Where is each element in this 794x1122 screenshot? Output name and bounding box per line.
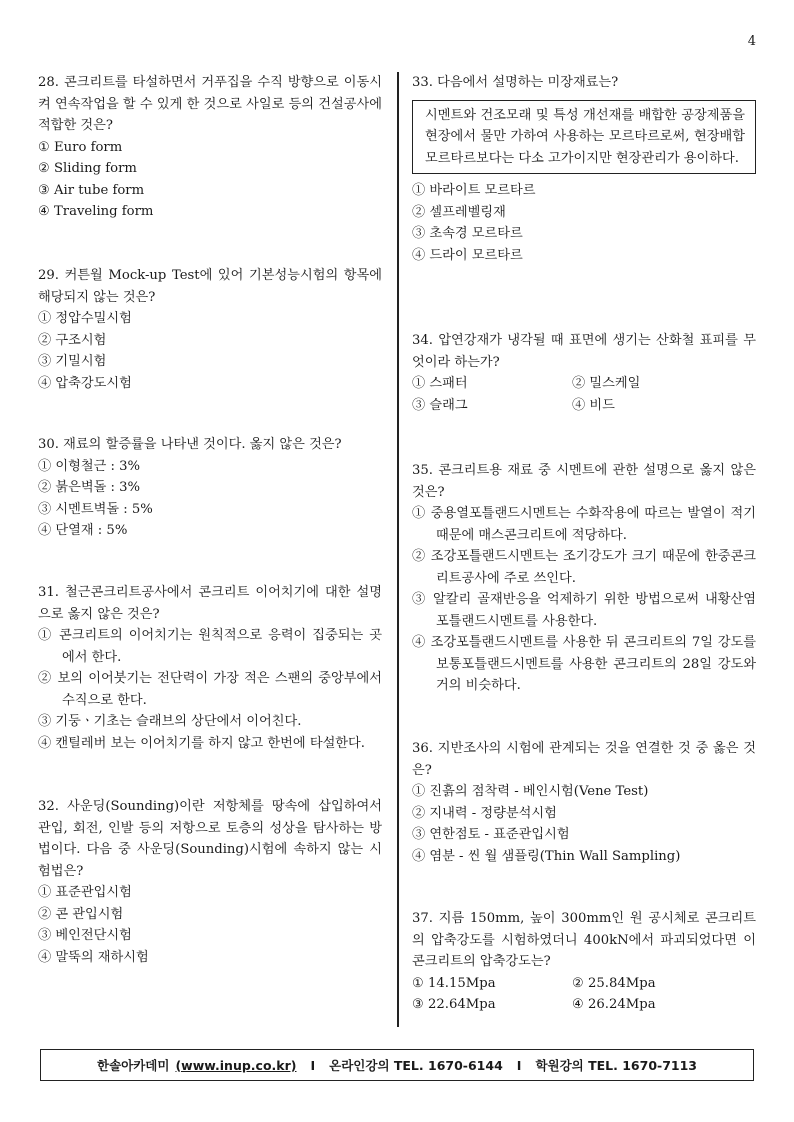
- option-1[interactable]: ① 정압수밀시험: [38, 311, 132, 326]
- footer-website-link[interactable]: (www.inup.co.kr): [175, 1057, 297, 1073]
- question-33: [412, 72, 756, 266]
- option-2[interactable]: ② 지내력 - 정량분석시험: [412, 805, 557, 821]
- question-30: [38, 434, 382, 542]
- option-3[interactable]: ③ 시멘트벽돌 : 5%: [38, 501, 153, 517]
- option-2[interactable]: ② 셀프레벨링재: [412, 204, 506, 220]
- question-31: [38, 582, 382, 754]
- option-1[interactable]: ① 중용열포틀랜드시멘트는 수화작용에 따르는 발열이 적기 때문에 매스콘크리트에 적당하다.: [412, 506, 756, 543]
- option-4[interactable]: ④ Traveling form: [38, 204, 154, 219]
- question-37: [412, 908, 756, 1016]
- option-2[interactable]: ② 보의 이어붓기는 전단력이 가장 적은 스팬의 중앙부에서 수직으로 한다.: [38, 671, 382, 708]
- question-text: 33. 다음에서 설명하는 미장재료는?: [412, 75, 619, 90]
- option-3[interactable]: ③ 기둥ㆍ기초는 슬래브의 상단에서 이어친다.: [38, 714, 302, 729]
- question-text: 31. 철근콘크리트공사에서 콘크리트 이어치기에 대한 설명으로 옳지 않은 것은?: [38, 585, 382, 622]
- option-3[interactable]: ③ 22.64Mpa: [412, 997, 496, 1012]
- option-1[interactable]: ① Euro form: [38, 139, 123, 155]
- option-3[interactable]: ③ Air tube form: [38, 182, 145, 198]
- option-1[interactable]: ① 이형철근 : 3%: [38, 458, 141, 474]
- footer-contact-bar: [40, 1049, 754, 1081]
- option-2[interactable]: ② Sliding form: [38, 161, 137, 176]
- question-28: [38, 72, 382, 223]
- question-text: 34. 압연강재가 냉각될 때 표면에 생기는 산화철 표피를 무엇이라 하는가?: [412, 333, 756, 370]
- footer-offline-tel: 학원강의 TEL. 1670-7113: [535, 1058, 697, 1073]
- option-4[interactable]: ④ 26.24Mpa: [572, 997, 656, 1012]
- option-3[interactable]: ③ 베인전단시험: [38, 928, 132, 943]
- option-1[interactable]: ① 14.15Mpa: [412, 975, 496, 991]
- question-text: 32. 사운딩(Sounding)이란 저항체를 땅속에 삽입하여서 관입, 회전, 인발 등의 저항으로 토층의 성상을 탐사하는 방법이다. 다음 중 사운딩(Sounding)시험에 속하지 않는 시험법은?: [38, 799, 382, 879]
- option-2[interactable]: ② 조강포틀랜드시멘트는 조기강도가 크기 때문에 한중콘크리트공사에 주로 쓰인다.: [412, 549, 756, 586]
- question-36: [412, 738, 756, 867]
- option-4[interactable]: ④ 캔틸레버 보는 이어치기를 하지 않고 한번에 타설한다.: [38, 735, 365, 751]
- option-4[interactable]: ④ 비드: [572, 397, 615, 413]
- option-2[interactable]: ② 콘 관입시험: [38, 906, 124, 922]
- footer-separator: I: [516, 1057, 522, 1073]
- option-2[interactable]: ② 붉은벽돌 : 3%: [38, 480, 141, 495]
- question-34: [412, 330, 756, 416]
- column-divider: [397, 72, 399, 1027]
- question-35: [412, 460, 756, 697]
- footer-online-tel: 온라인강의 TEL. 1670-6144: [329, 1058, 503, 1073]
- footer-academy-name: 한솔아카데미: [97, 1058, 170, 1073]
- question-32: [38, 796, 382, 968]
- footer-separator: I: [310, 1057, 316, 1073]
- question-text: 29. 커튼월 Mock-up Test에 있어 기본성능시험의 항목에 해당되지 않는 것은?: [38, 268, 382, 305]
- option-2[interactable]: ② 밀스케일: [572, 376, 641, 391]
- option-3[interactable]: ③ 연한점토 - 표준관입시험: [412, 827, 570, 842]
- options-grid: [412, 373, 756, 416]
- option-4[interactable]: ④ 조강포틀랜드시멘트를 사용한 뒤 콘크리트의 7일 강도를 보통포틀랜드시멘트를 사용한 콘크리트의 28일 강도와 거의 비슷하다.: [412, 635, 756, 693]
- option-3[interactable]: ③ 기밀시험: [38, 354, 107, 369]
- option-4[interactable]: ④ 말뚝의 재하시험: [38, 949, 149, 965]
- description-box: 시멘트와 건조모래 및 특성 개선재를 배합한 공장제품을 현장에서 물만 가하여 사용하는 모르타르로써, 현장배합 모르타르보다는 다소 고가이지만 현장관리가 용이하다.: [412, 100, 756, 175]
- option-4[interactable]: ④ 드라이 모르타르: [412, 247, 523, 263]
- question-text: 28. 콘크리트를 타설하면서 거푸집을 수직 방향으로 이동시켜 연속작업을 할 수 있게 한 것으로 사일로 등의 건설공사에 적합한 것은?: [38, 75, 382, 133]
- option-2[interactable]: ② 구조시험: [38, 332, 107, 348]
- question-text: 30. 재료의 할증률을 나타낸 것이다. 옳지 않은 것은?: [38, 437, 342, 452]
- question-text: 35. 콘크리트용 재료 중 시멘트에 관한 설명으로 옳지 않은 것은?: [412, 463, 756, 500]
- option-1[interactable]: ① 스패터: [412, 376, 468, 391]
- option-1[interactable]: ① 표준관입시험: [38, 885, 132, 900]
- option-3[interactable]: ③ 초속경 모르타르: [412, 226, 523, 241]
- option-1[interactable]: ① 바라이트 모르타르: [412, 183, 536, 198]
- question-text: 37. 지름 150mm, 높이 300mm인 원 공시체로 콘크리트의 압축강도를 시험하였더니 400kN에서 파괴되었다면 이 콘크리트의 압축강도는?: [412, 911, 756, 969]
- options-grid: [412, 973, 756, 1016]
- option-4[interactable]: ④ 압축강도시험: [38, 375, 132, 391]
- page-number: 4: [747, 34, 756, 49]
- question-text: 36. 지반조사의 시험에 관계되는 것을 연결한 것 중 옳은 것은?: [412, 741, 756, 778]
- option-4[interactable]: ④ 단열재 : 5%: [38, 523, 128, 538]
- option-2[interactable]: ② 25.84Mpa: [572, 975, 656, 991]
- option-4[interactable]: ④ 염분 - 씬 월 샘플링(Thin Wall Sampling): [412, 848, 681, 864]
- question-29: [38, 265, 382, 394]
- option-3[interactable]: ③ 알칼리 골재반응을 억제하기 위한 방법으로써 내황산염포틀랜드시멘트를 사용한다.: [412, 592, 756, 629]
- option-1[interactable]: ① 콘크리트의 이어치기는 원칙적으로 응력이 집중되는 곳에서 한다.: [38, 628, 382, 665]
- option-1[interactable]: ① 진흙의 점착력 - 베인시험(Vene Test): [412, 784, 649, 799]
- option-3[interactable]: ③ 슬래그: [412, 397, 468, 413]
